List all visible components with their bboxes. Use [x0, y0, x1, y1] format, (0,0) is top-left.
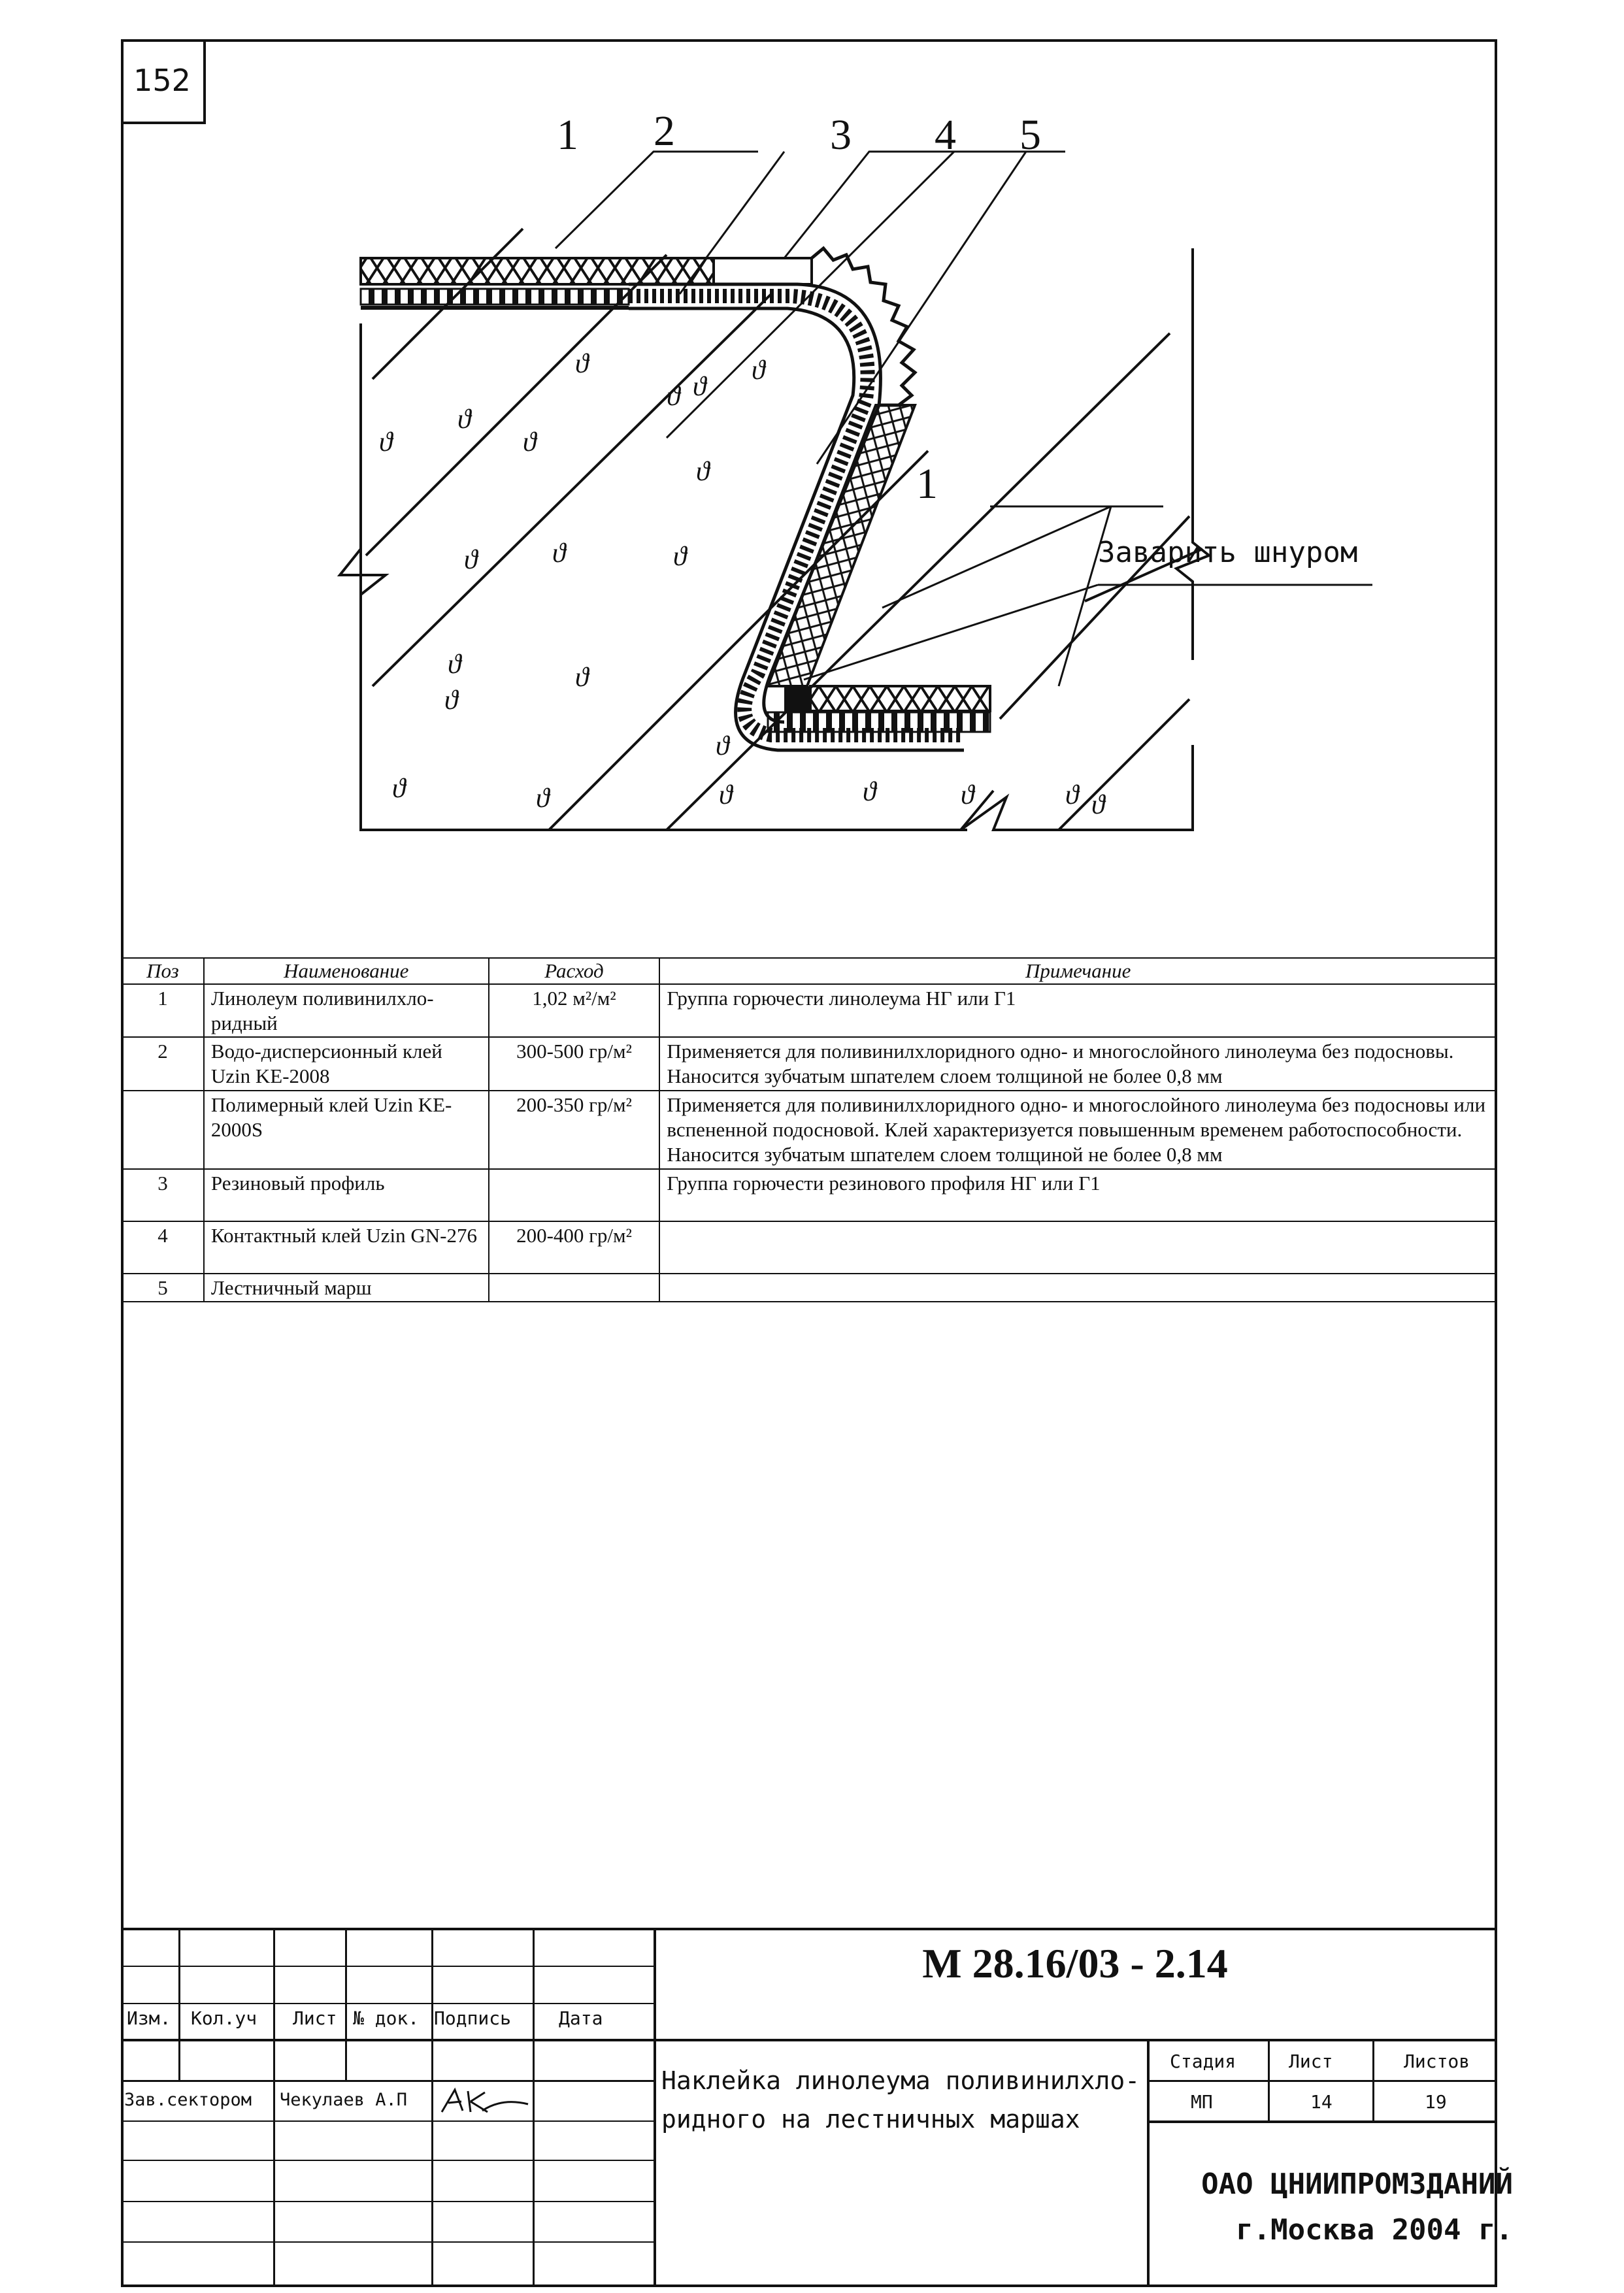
person-name: Чекулаев А.П: [280, 2090, 408, 2110]
svg-text:ϑ: ϑ: [448, 650, 461, 680]
svg-text:ϑ: ϑ: [863, 777, 876, 807]
role-label: Зав.сектором: [124, 2090, 252, 2110]
svg-text:ϑ: ϑ: [575, 663, 589, 693]
sheet-number: 152: [121, 39, 206, 124]
svg-text:ϑ: ϑ: [575, 349, 589, 379]
col-list: Лист: [293, 2007, 337, 2029]
sheets-value: 19: [1425, 2091, 1447, 2113]
stair-section-drawing: [301, 98, 1425, 850]
weld-annotation: Заварить шнуром: [1098, 536, 1358, 569]
row-pos: [122, 1091, 204, 1168]
table-row: [122, 1169, 1497, 1221]
svg-text:ϑ: ϑ: [392, 774, 406, 804]
svg-text:ϑ: ϑ: [523, 427, 537, 457]
row-name: Контактный клей Uzin GN-276: [204, 1221, 489, 1274]
col-kol: Кол.уч: [191, 2007, 257, 2029]
row-rate: 1,02 м²/м²: [489, 984, 660, 1038]
svg-text:ϑ: ϑ: [1065, 780, 1079, 810]
row-name: Лестничный марш: [204, 1274, 489, 1302]
header-note: Примечание: [659, 958, 1497, 984]
row-pos: 2: [122, 1037, 204, 1091]
row-pos: 4: [122, 1221, 204, 1274]
callout-3: 3: [830, 111, 852, 159]
table-header-row: [122, 958, 1497, 984]
svg-text:ϑ: ϑ: [696, 457, 710, 487]
row-rate: 200-350 гр/м²: [489, 1091, 660, 1168]
callout-1: 1: [557, 111, 578, 159]
row-note: Группа горючести линолеума НГ или Г1: [659, 984, 1497, 1038]
drawing-description: Наклейка линолеума поливинилхло- ридного на лестничных маршах: [661, 2066, 1140, 2134]
sheet-value: 14: [1310, 2091, 1333, 2113]
row-pos: 1: [122, 984, 204, 1038]
table-row: [122, 1091, 1497, 1168]
row-note: [659, 1221, 1497, 1274]
svg-text:ϑ: ϑ: [464, 545, 478, 575]
row-note: [659, 1274, 1497, 1302]
document-code: М 28.16/03 - 2.14: [922, 1940, 1228, 1987]
row-note: Группа горючести резинового профиля НГ или Г1: [659, 1169, 1497, 1221]
row-name: Линолеум поливинилхло-ридный: [204, 984, 489, 1038]
callout-2: 2: [654, 107, 675, 155]
sheets-label: Листов: [1404, 2051, 1470, 2072]
table-row: [122, 1037, 1497, 1091]
row-rate: 300-500 гр/м²: [489, 1037, 660, 1091]
row-name: Полимерный клей Uzin KE-2000S: [204, 1091, 489, 1168]
specification-table: [121, 957, 1497, 1302]
svg-text:ϑ: ϑ: [667, 382, 680, 412]
table-row: [122, 984, 1497, 1038]
callout-5: 5: [1019, 111, 1041, 159]
row-rate: 200-400 гр/м²: [489, 1221, 660, 1274]
svg-text:ϑ: ϑ: [693, 372, 706, 402]
table-row: [122, 1274, 1497, 1302]
col-doc: № док.: [353, 2007, 420, 2029]
row-name: Резиновый профиль: [204, 1169, 489, 1221]
stage-label: Стадия: [1170, 2051, 1236, 2072]
row-note: Применяется для поливинилхлоридного одно- и многослойного линолеума без подосновы. Наносится зубчатым шпателем слоем толщиной не более 0,8 мм: [659, 1037, 1497, 1091]
header-rate: Расход: [489, 958, 660, 984]
svg-text:ϑ: ϑ: [552, 538, 566, 569]
row-pos: 5: [122, 1274, 204, 1302]
col-izm: Изм.: [127, 2007, 171, 2029]
svg-text:ϑ: ϑ: [379, 427, 393, 457]
row-rate: [489, 1169, 660, 1221]
callout-4: 4: [935, 111, 956, 159]
row-pos: 3: [122, 1169, 204, 1221]
svg-text:ϑ: ϑ: [444, 685, 458, 716]
svg-text:ϑ: ϑ: [1091, 790, 1105, 820]
signature: [437, 2085, 531, 2117]
svg-text:ϑ: ϑ: [961, 780, 974, 810]
col-sign: Подпись: [434, 2007, 512, 2029]
svg-text:ϑ: ϑ: [673, 542, 687, 572]
header-name: Наименование: [204, 958, 489, 984]
svg-text:ϑ: ϑ: [752, 355, 765, 386]
svg-text:ϑ: ϑ: [457, 404, 471, 435]
header-pos: Поз: [122, 958, 204, 984]
col-date: Дата: [559, 2007, 603, 2029]
svg-text:ϑ: ϑ: [536, 784, 550, 814]
sheet-label: Лист: [1289, 2051, 1333, 2072]
row-note: Применяется для поливинилхлоридного одно- и многослойного линолеума без подосновы или вспененной подосновой. Клей характеризуется повышенным временем работоспособности. Наносится зубчатым шпателем слоем толщиной не более 0,8 мм: [659, 1091, 1497, 1168]
table-row: [122, 1221, 1497, 1274]
organization: ОАО ЦНИИПРОМЗДАНИЙ г.Москва 2004 г.: [1201, 2168, 1513, 2247]
row-rate: [489, 1274, 660, 1302]
callout-1-lower: 1: [916, 460, 938, 508]
svg-text:ϑ: ϑ: [719, 780, 733, 810]
stage-value: МП: [1191, 2091, 1213, 2113]
svg-text:ϑ: ϑ: [716, 731, 729, 761]
row-name: Водо-дисперсионный клей Uzin KE-2008: [204, 1037, 489, 1091]
